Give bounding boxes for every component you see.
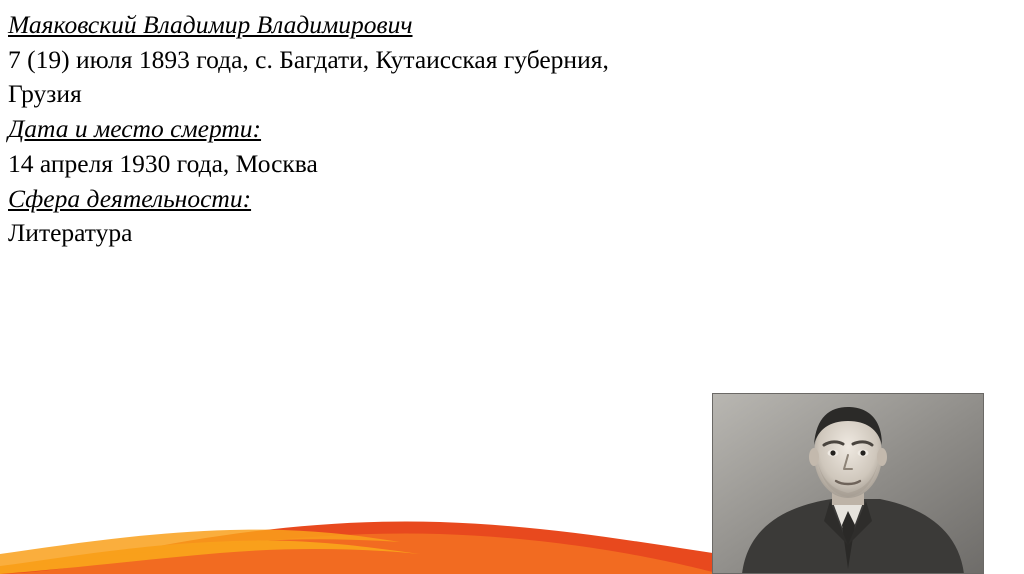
- birth-info: 7 (19) июля 1893 года, с. Багдати, Кутаисская губерния, Грузия: [8, 44, 616, 108]
- death-info: 14 апреля 1930 года, Москва: [8, 148, 318, 178]
- person-name: Маяковский Владимир Владимирович: [8, 10, 413, 39]
- activity-heading: Сфера деятельности:: [8, 183, 252, 213]
- portrait-photo: [712, 393, 984, 574]
- death-heading: Дата и место смерти:: [8, 113, 262, 143]
- orange-swoosh-decoration: [0, 454, 760, 574]
- activity-info: Литература: [8, 218, 133, 248]
- slide-text-block: [8, 8, 708, 251]
